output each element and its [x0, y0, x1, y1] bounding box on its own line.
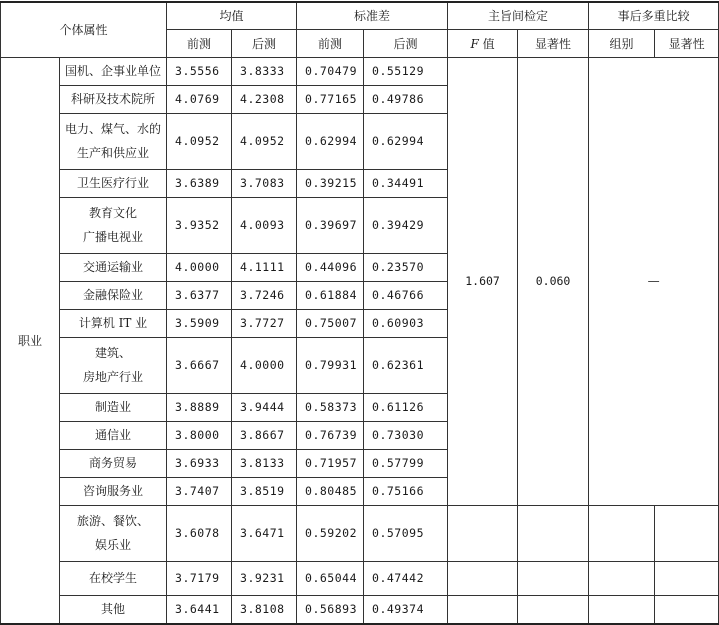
value-sd-pre: 0.56893	[297, 595, 364, 624]
value-sd-post: 0.23570	[364, 253, 448, 281]
value-mean-post: 3.6471	[232, 505, 297, 561]
value-mean-post: 3.9444	[232, 393, 297, 421]
category-label: 商务贸易	[89, 456, 138, 470]
category-label: 旅游、餐饮、	[77, 514, 150, 528]
value-mean-post: 3.7727	[232, 309, 297, 337]
category-cell	[60, 561, 167, 595]
value-sd-post: 0.57799	[364, 449, 448, 477]
value-mean-post: 3.8333	[232, 57, 297, 85]
table-row	[1, 561, 719, 595]
header-significance: 显著性	[518, 29, 589, 57]
posthoc-cell: —	[589, 57, 719, 505]
value-mean-pre: 3.5556	[167, 57, 232, 85]
category-label: 娱乐业	[95, 538, 132, 552]
value-mean-pre: 3.6078	[167, 505, 232, 561]
category-cell	[60, 309, 167, 337]
value-sd-post: 0.62361	[364, 337, 448, 393]
header-attribute: 个体属性	[1, 2, 167, 57]
value-sd-post: 0.61126	[364, 393, 448, 421]
category-label: 通信业	[95, 428, 132, 442]
header-mean: 均值	[167, 2, 297, 29]
value-sd-pre: 0.44096	[297, 253, 364, 281]
table-row	[1, 57, 719, 85]
statistics-table	[0, 1, 719, 625]
value-mean-post: 3.8519	[232, 477, 297, 505]
value-sd-post: 0.39429	[364, 197, 448, 253]
value-sd-post: 0.75166	[364, 477, 448, 505]
value-sd-pre: 0.59202	[297, 505, 364, 561]
category-cell	[60, 281, 167, 309]
value-mean-post: 4.2308	[232, 85, 297, 113]
value-mean-pre: 3.8889	[167, 393, 232, 421]
category-label: 电力、煤气、水的	[65, 122, 162, 136]
value-sd-pre: 0.61884	[297, 281, 364, 309]
category-label: 科研及技术院所	[71, 92, 156, 106]
value-sd-pre: 0.71957	[297, 449, 364, 477]
value-sd-pre: 0.39215	[297, 169, 364, 197]
value-mean-post: 4.0952	[232, 113, 297, 169]
category-cell	[60, 595, 167, 624]
category-cell	[60, 113, 167, 169]
category-cell	[60, 337, 167, 393]
value-mean-pre: 3.7407	[167, 477, 232, 505]
table-row	[1, 505, 719, 561]
empty-cell	[448, 505, 518, 561]
empty-cell	[589, 561, 655, 595]
category-label: 金融保险业	[83, 288, 144, 302]
value-mean-post: 4.0093	[232, 197, 297, 253]
category-label: 在校学生	[89, 571, 138, 585]
value-mean-post: 4.1111	[232, 253, 297, 281]
value-mean-pre: 4.0769	[167, 85, 232, 113]
header-sd-pre: 前测	[297, 29, 364, 57]
value-sd-pre: 0.80485	[297, 477, 364, 505]
f-value-cell: 1.607	[448, 57, 518, 505]
value-sd-pre: 0.65044	[297, 561, 364, 595]
value-sd-post: 0.46766	[364, 281, 448, 309]
category-label: 制造业	[95, 400, 132, 414]
empty-cell	[589, 505, 655, 561]
category-cell	[60, 449, 167, 477]
value-mean-post: 3.9231	[232, 561, 297, 595]
category-cell	[60, 197, 167, 253]
header-posthoc-significance: 显著性	[655, 29, 719, 57]
category-label: 教育文化	[89, 206, 138, 220]
empty-cell	[589, 595, 655, 624]
value-mean-post: 3.7246	[232, 281, 297, 309]
category-label: 生产和供应业	[77, 146, 150, 160]
value-mean-pre: 3.9352	[167, 197, 232, 253]
empty-cell	[448, 561, 518, 595]
table-row	[1, 595, 719, 624]
value-sd-pre: 0.76739	[297, 421, 364, 449]
category-label: 房地产行业	[83, 370, 144, 384]
category-cell	[60, 477, 167, 505]
value-sd-pre: 0.62994	[297, 113, 364, 169]
value-mean-pre: 4.0952	[167, 113, 232, 169]
value-sd-pre: 0.58373	[297, 393, 364, 421]
category-label: 建筑、	[95, 346, 132, 360]
empty-cell	[655, 595, 719, 624]
value-sd-post: 0.62994	[364, 113, 448, 169]
value-mean-pre: 3.7179	[167, 561, 232, 595]
value-sd-pre: 0.77165	[297, 85, 364, 113]
value-mean-post: 3.8667	[232, 421, 297, 449]
value-mean-post: 4.0000	[232, 337, 297, 393]
value-sd-post: 0.60903	[364, 309, 448, 337]
f-suffix: 值	[478, 36, 495, 51]
value-sd-post: 0.73030	[364, 421, 448, 449]
header-main-test: 主旨间检定	[448, 2, 589, 29]
value-sd-pre: 0.39697	[297, 197, 364, 253]
value-sd-post: 0.34491	[364, 169, 448, 197]
value-sd-pre: 0.75007	[297, 309, 364, 337]
value-mean-pre: 3.6441	[167, 595, 232, 624]
header-f-value	[448, 29, 518, 57]
category-cell	[60, 253, 167, 281]
category-cell	[60, 85, 167, 113]
value-mean-pre: 4.0000	[167, 253, 232, 281]
empty-cell	[518, 595, 589, 624]
header-posthoc: 事后多重比较	[589, 2, 719, 29]
value-sd-post: 0.49374	[364, 595, 448, 624]
category-cell	[60, 57, 167, 85]
value-mean-pre: 3.6389	[167, 169, 232, 197]
value-sd-post: 0.55129	[364, 57, 448, 85]
category-cell	[60, 421, 167, 449]
category-label: 交通运输业	[83, 260, 144, 274]
category-cell	[60, 169, 167, 197]
value-sd-pre: 0.79931	[297, 337, 364, 393]
category-label: 计算机 IT 业	[78, 316, 148, 330]
category-label: 卫生医疗行业	[77, 176, 150, 190]
value-mean-pre: 3.6933	[167, 449, 232, 477]
category-cell	[60, 505, 167, 561]
header-mean-pre: 前测	[167, 29, 232, 57]
significance-cell: 0.060	[518, 57, 589, 505]
value-mean-pre: 3.5909	[167, 309, 232, 337]
value-sd-post: 0.47442	[364, 561, 448, 595]
category-label: 其他	[101, 602, 126, 617]
table-body	[1, 57, 719, 624]
header-sd: 标准差	[297, 2, 448, 29]
category-label: 咨询服务业	[83, 484, 144, 498]
empty-cell	[655, 561, 719, 595]
empty-cell	[655, 505, 719, 561]
f-symbol: F	[470, 36, 479, 51]
header-group: 组别	[589, 29, 655, 57]
value-mean-post: 3.7083	[232, 169, 297, 197]
value-mean-pre: 3.8000	[167, 421, 232, 449]
value-sd-post: 0.49786	[364, 85, 448, 113]
value-mean-post: 3.8133	[232, 449, 297, 477]
header-sd-post: 后测	[364, 29, 448, 57]
empty-cell	[518, 505, 589, 561]
header-mean-post: 后测	[232, 29, 297, 57]
value-mean-pre: 3.6667	[167, 337, 232, 393]
group-label: 职业	[1, 57, 60, 624]
category-label: 国机、企事业单位	[65, 64, 162, 78]
category-cell	[60, 393, 167, 421]
empty-cell	[448, 595, 518, 624]
value-sd-pre: 0.70479	[297, 57, 364, 85]
value-sd-post: 0.57095	[364, 505, 448, 561]
empty-cell	[518, 561, 589, 595]
value-mean-pre: 3.6377	[167, 281, 232, 309]
value-mean-post: 3.8108	[232, 595, 297, 624]
category-label: 广播电视业	[83, 230, 144, 244]
